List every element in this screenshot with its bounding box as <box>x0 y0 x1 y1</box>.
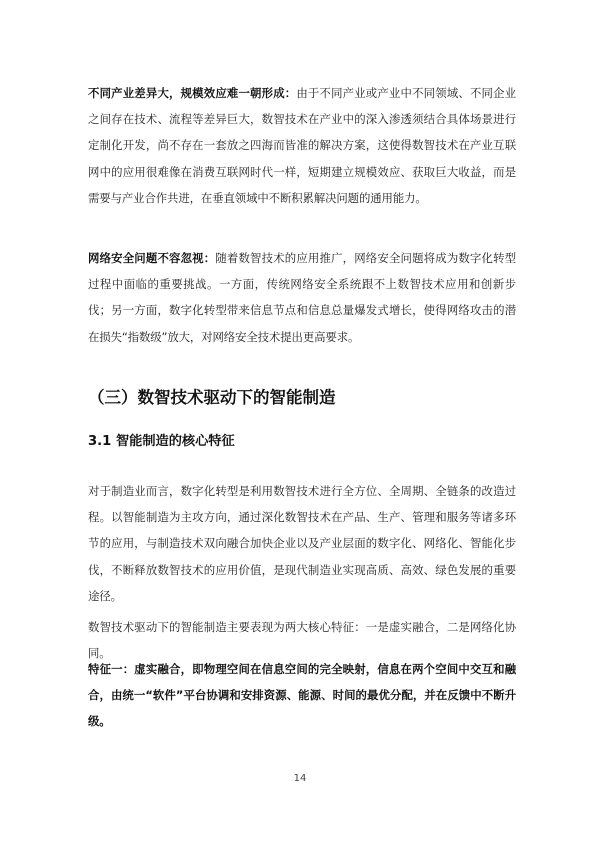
paragraph-body-network-security: 随着数智技术的应用推广，网络安全问题将成为数字化转型过程中面临的重要挑战。一方面，传统网络安全系统跟不上数智技术应用和创新步伐；另一方面，数字化转型带来信息节点和信息总量爆发式增长，使得网络攻击的潜在损失“指数级”放大，对网络安全技术提出更高要求。 <box>88 251 516 344</box>
paragraph-industry-differences <box>88 80 516 211</box>
sub-heading: 3.1 智能制造的核心特征 <box>88 434 235 449</box>
paragraph-feature-one: 特征一：虚实融合，即物理空间在信息空间的完全映射，信息在两个空间中交互和融合，由统一“软件”平台协调和安排资源、能源、时间的最优分配，并在反馈中不断升级。 <box>88 662 516 729</box>
paragraph-manufacturing-transformation: 对于制造业而言，数字化转型是利用数智技术进行全方位、全周期、全链条的改造过程。以智能制造为主攻方向，通过深化数智技术在产品、生产、管理和服务等诸多环节的应用，与制造技术双向融合加快企业以及产业层面的数字化、网络化、智能化步伐，不断释放数智技术的应用价值，是现代制造业实现高质、高效、绿色发展的重要途径。 <box>88 484 516 603</box>
paragraph-core-features: 数智技术驱动下的智能制造主要表现为两大核心特征：一是虚实融合，二是网络化协同。 <box>88 620 516 661</box>
paragraph-network-security <box>88 245 516 350</box>
paragraph-lead-industry-differences: 不同产业差异大，规模效应难一朝形成： <box>88 86 297 100</box>
page-number: 14 <box>293 773 307 784</box>
paragraph-lead-network-security: 网络安全问题不容忽视： <box>88 251 216 265</box>
section-heading: （三）数智技术驱动下的智能制造 <box>88 388 336 407</box>
paragraph-body-industry-differences: 由于不同产业或产业中不同领域、不同企业之间存在技术、流程等差异巨大，数智技术在产业中的深入渗透须结合具体场景进行定制化开发，尚不存在一套放之四海而皆准的解决方案，这使得数智技术在产业互联网中的应用很难像在消费互联网时代一样，短期建立规模效应、获取巨大收益，而是需要与产业合作共进，在垂直领域中不断积累解决问题的通用能力。 <box>88 86 516 205</box>
